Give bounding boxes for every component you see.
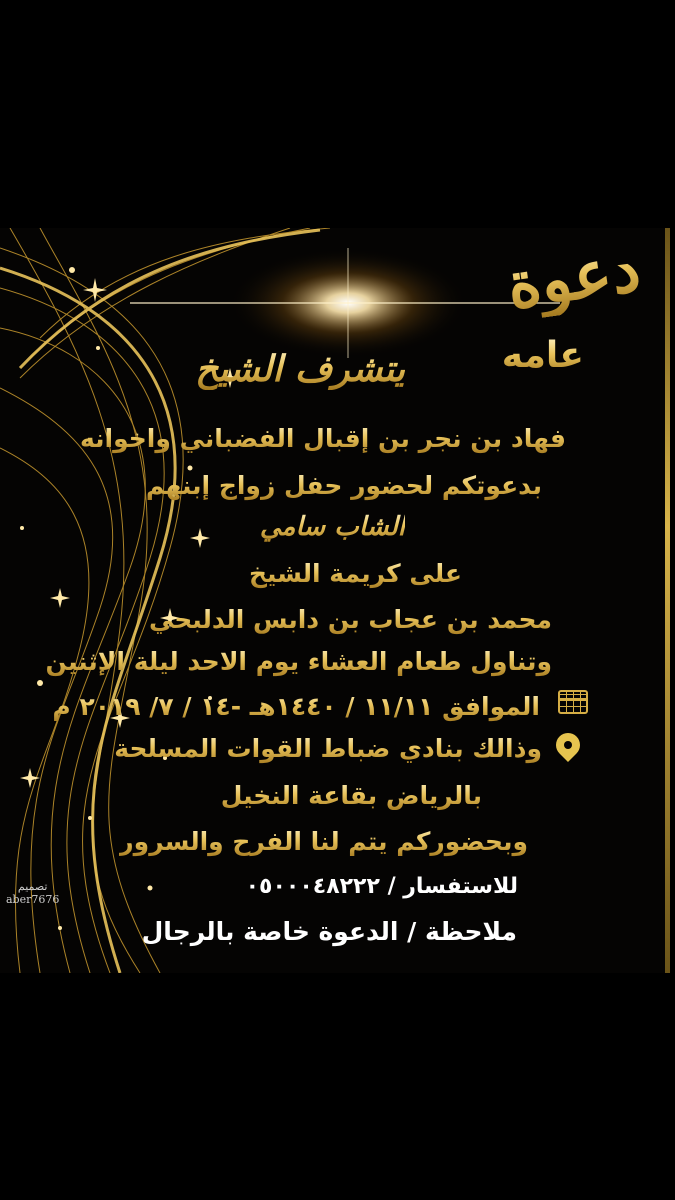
host-line: فهاد بن نجر بن إقبال الفضباني واخوانه (79, 424, 566, 453)
card-gold-edge (665, 228, 670, 973)
title-sub: عامه (501, 335, 584, 376)
bride-intro-line: على كريمة الشيخ (248, 559, 462, 588)
calendar-icon (558, 690, 588, 714)
designer-label: تصميم (17, 880, 48, 893)
designer-handle: aber7676 (6, 893, 60, 906)
groom-line: الشاب سامي (259, 512, 405, 542)
inquiry-line: للاستفسار / ٠٥٠٠٠٤٨٢٢٢ (245, 874, 518, 899)
title-main: دعوة (502, 231, 645, 324)
closing-line: وبحضوركم يتم لنا الفرح والسرور (119, 827, 528, 856)
bride-father-line: محمد بن عجاب بن دابس الدلبحي (148, 605, 552, 634)
honor-heading: يتشرف الشيخ (195, 348, 405, 390)
invite-line: بدعوتكم لحضور حفل زواج إبنهم (145, 471, 542, 500)
dinner-line: وتناول طعام العشاء يوم الاحد ليلة الإثنين (45, 647, 552, 676)
city-line: بالرياض بقاعة النخيل (220, 781, 482, 810)
date-line: الموافق ١١/١١ / ١٤٤٠هـ -١٤ / ٧/ ٢٠١٩ م (52, 692, 540, 721)
invitation-card (0, 228, 670, 973)
venue-line: وذالك بنادي ضباط القوات المسلحة (114, 734, 542, 763)
note-line: ملاحظة / الدعوة خاصة بالرجال (141, 917, 517, 946)
designer-credit (6, 880, 59, 906)
